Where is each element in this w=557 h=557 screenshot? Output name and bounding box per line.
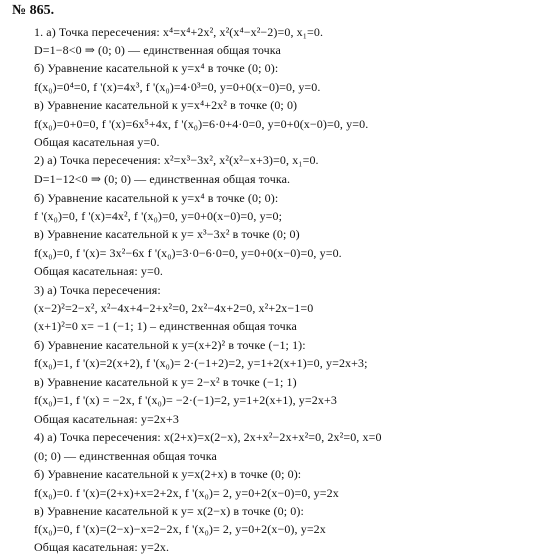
text-line: 3) а) Точка пересечения: (34, 283, 161, 297)
text-line: Общая касательная y=0. (34, 135, 160, 149)
text-line: f '(x₀)=0, f '(x)=4x², f '(x₀)=0, y=0+0(x−0)=0, y=0; (34, 209, 283, 223)
text-line: 4) а) Точка пересечения: x(2+x)=x(2−x), 2x+x²−2x+x²=0, 2x²=0, x=0 (34, 430, 382, 444)
text-line: f(x₀)=0, f '(x)= 3x²−6x f '(x₀)=3·0−6·0=0, y=0+0(x−0)=0, y=0. (34, 246, 342, 260)
text-line: f(x₀)=1, f '(x)=2(x+2), f '(x₀)= 2·(−1+2)=2, y=1+2(x+1)=0, y=2x+3; (34, 356, 368, 370)
text-line: (x+1)²=0 x= −1 (−1; 1) – единственная общая точка (34, 319, 297, 333)
text-line: в) Уравнение касательной к y=x⁴+2x² в точке (0; 0) (34, 98, 298, 112)
text-line: в) Уравнение касательной к y= 2−x² в точке (−1; 1) (34, 375, 297, 389)
text-line: (x−2)²=2−x², x²−4x+4−2+x²=0, 2x²−4x+2=0, x²+2x−1=0 (34, 301, 314, 315)
text-line: D=1−8<0 ⇒ (0; 0) — единственная общая точка (34, 43, 281, 57)
text-line: б) Уравнение касательной к y=x⁴ в точке (0; 0): (34, 191, 279, 205)
text-line: 1. а) Точка пересечения: x⁴=x⁴+2x², x²(x⁴−x²−2)=0, x₁=0. (34, 25, 324, 39)
text-line: б) Уравнение касательной к y=x⁴ в точке (0; 0): (34, 61, 279, 75)
text-line: f(x₀)=0⁴=0, f '(x)=4x³, f '(x₀)=4·0³=0, y=0+0(x−0)=0, y=0. (34, 80, 321, 94)
text-line: Общая касательная: y=0. (34, 264, 164, 278)
problem-number: № 865. (12, 3, 55, 18)
text-line: f(x₀)=0+0=0, f '(x)=6x⁵+4x, f '(x₀)=6·0+4·0=0, y=0+0(x−0)=0, y=0. (34, 117, 369, 131)
text-line: D=1−12<0 ⇒ (0; 0) — единственная общая точка. (34, 172, 291, 186)
text-line: 2) а) Точка пересечения: x²=x³−3x², x²(x²−x+3)=0, x₁=0. (34, 153, 319, 167)
text-line: б) Уравнение касательной к y=(x+2)² в точке (−1; 1): (34, 338, 306, 352)
text-line: f(x₀)=0, f '(x)=(2−x)−x=2−2x, f '(x₀)= 2, y=0+2(x−0), y=2x (34, 522, 326, 536)
text-line: Общая касательная: y=2x+3 (34, 412, 179, 426)
text-line: f(x₀)=1, f '(x) = −2x, f '(x₀)= −2·(−1)=2, y=1+2(x+1), y=2x+3 (34, 393, 337, 407)
text-line: (0; 0) — единственная общая точка (34, 449, 217, 463)
text-line: б) Уравнение касательной к y=x(2+x) в точке (0; 0): (34, 467, 302, 481)
text-line: в) Уравнение касательной к y= x(2−x) в точке (0; 0): (34, 504, 304, 518)
text-line: Общая касательная: y=2x. (34, 540, 170, 554)
text-line: f(x₀)=0. f '(x)=(2+x)+x=2+2x, f '(x₀)= 2, y=0+2(x−0)=0, y=2x (34, 486, 339, 500)
text-line: в) Уравнение касательной к y= x³−3x² в точке (0; 0) (34, 227, 300, 241)
